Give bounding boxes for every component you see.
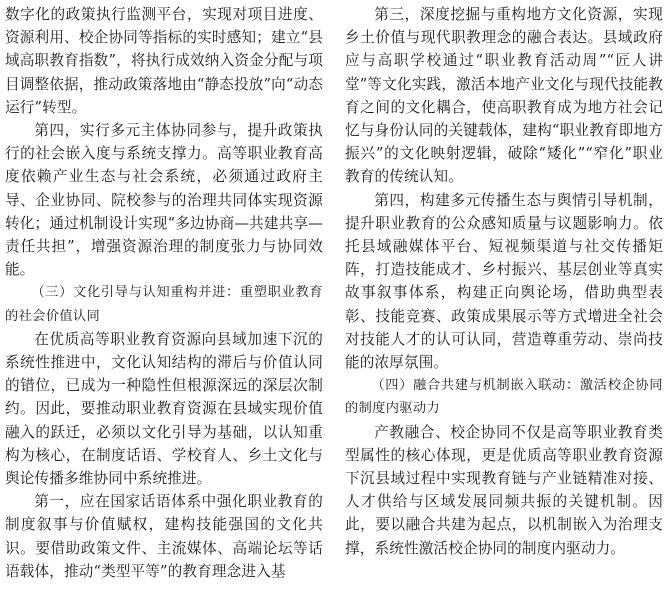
body-paragraph: 数字化的政策执行监测平台，实现对项目进度、资源利用、校企协同等指标的实时感知；建立“县域高职教育指数”，将执行成效纳入资金分配与项目调整依据，推动政策落地由“静态投放”向“动态运行”转型。 xyxy=(5,6,323,116)
body-paragraph: 第四，实行多元主体协同参与，提升政策执行的社会嵌入度与系统支撑力。高等职业教育高度依赖产业生态与社会系统，必须通过政府主导、企业协同、院校参与的治理共同体实现资源转化；通过机制设计实现“多边协商—共建共享—责任共担”，增强资源治理的制度张力与协同效能。 xyxy=(5,122,323,279)
section-heading: （三）文化引导与认知重构并进：重塑职业教育的社会价值认同 xyxy=(5,285,323,324)
body-paragraph: 第一，应在国家话语体系中强化职业教育的制度叙事与价值赋权，建构技能强国的文化共识。要借助政策文件、主流媒体、高端论坛等话语载体，推动“类型平等”的教育理念进入基 xyxy=(5,493,323,580)
body-paragraph: 在优质高等职业教育资源向县域加速下沉的系统性推进中，文化认知结构的滞后与价值认同的错位，已成为一种隐性但根源深远的深层次制约。因此，要推动职业教育资源在县域实现价值融入的跃迁，必须以文化引导为基础，以认知重构为核心，在制度话语、学校育人、乡土文化与舆论传播多维协同中系统推进。 xyxy=(5,330,323,488)
right-column xyxy=(345,3,663,560)
body-paragraph: 产教融合、校企协同不仅是高等职业教育类型属性的核心体现，更是优质高等职业教育资源下沉县域过程中实现教育链与产业链精准对接、人才供给与区域发展同频共振的关键机制。因此，要以融合共建为起点，以机制嵌入为治理支撑，系统性激活校企协同的制度内驱动力。 xyxy=(345,423,663,557)
left-column xyxy=(5,3,323,583)
section-heading: （四）融合共建与机制嵌入联动：激活校企协同的制度内驱动力 xyxy=(345,378,663,417)
body-paragraph: 第四，构建多元传播生态与舆情引导机制，提升职业教育的公众感知质量与议题影响力。依托县域融媒体平台、短视频渠道与社交传播矩阵，打造技能成才、乡村振兴、基层创业等真实故事叙事体系，构建正向舆论场，借助典型表彰、技能竞赛、政策成果展示等方式增进全社会对技能人才的认可认同，营造尊重劳动、崇尚技能的浓厚氛围。 xyxy=(345,191,663,372)
body-paragraph: 第三，深度挖掘与重构地方文化资源，实现乡土价值与现代职教理念的融合表达。县域政府应与高职学校通过“职业教育活动周”“匠人讲堂”等文化实践，激活本地产业文化与现代技能教育之间的文化耦合，使高职教育成为地方社会记忆与身份认同的关键载体，建构“职业教育即地方振兴”的文化映射逻辑，破除“矮化”“窄化”职业教育的传统认知。 xyxy=(345,6,663,186)
